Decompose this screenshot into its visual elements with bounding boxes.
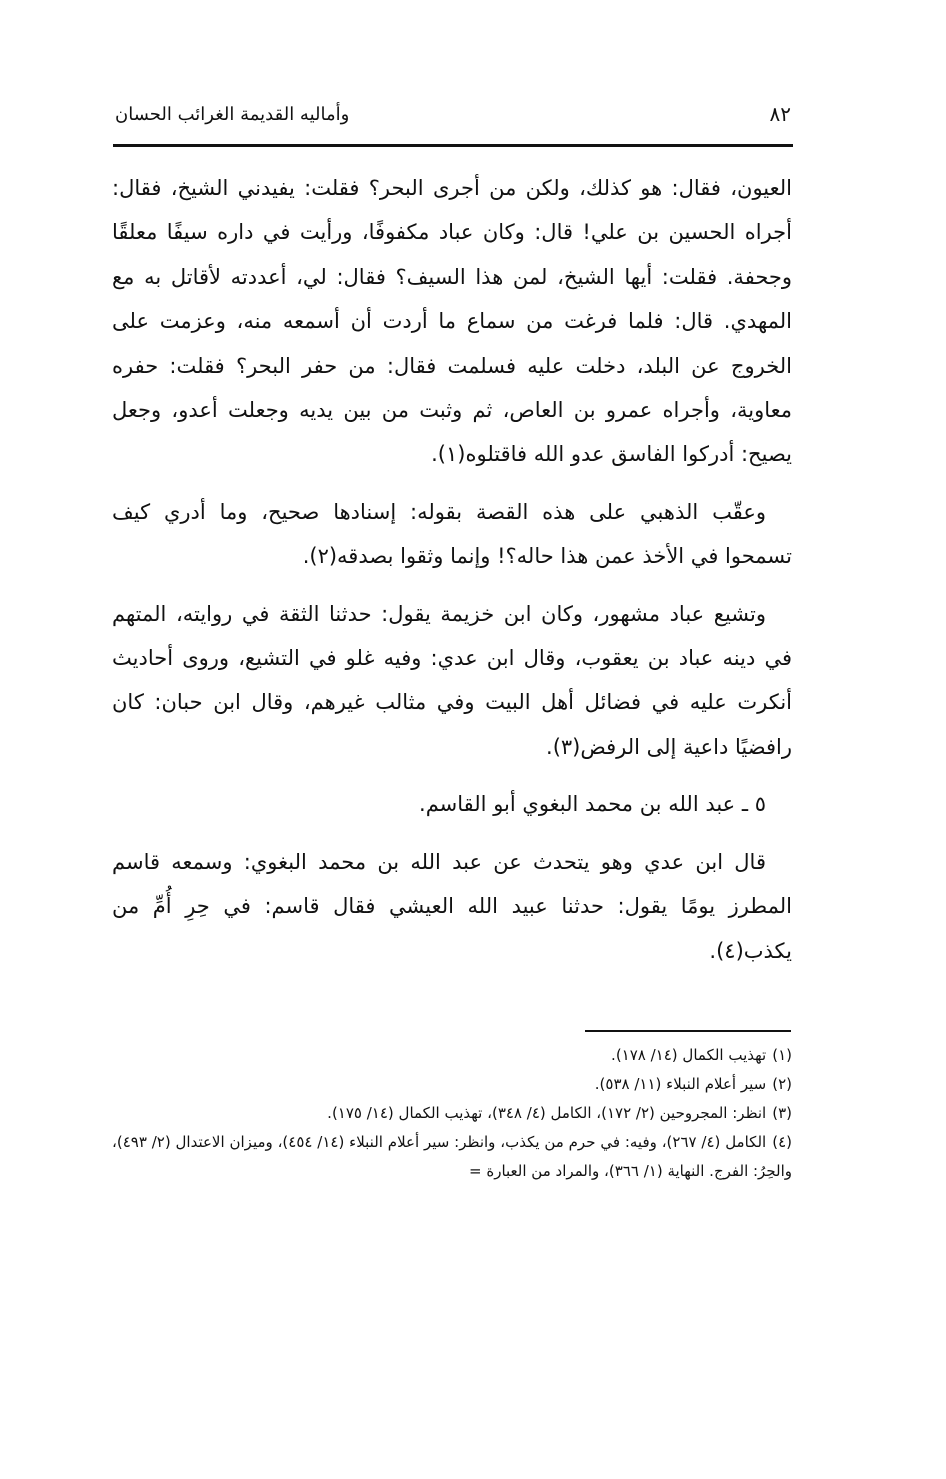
- paragraph-dhahabi-comment: وعقّب الذهبي على هذه القصة بقوله: إسنادها صحيح، وما أدري كيف تسمحوا في الأخذ عمن هذا حاله؟! وإنما وثقوا بصدقه(٢).: [112, 499, 792, 569]
- paragraph-continued: العيون، فقال: هو كذلك، ولكن من أجرى البحر؟ فقلت: يفيدني الشيخ، فقال: أجراه الحسين بن علي! قال: وكان عباد مكفوفًا، ورأيت في داره سيفًا معلقًا وجحفة. فقلت: أيها الشيخ، لمن هذا السيف؟ فقال: لي، أعددته لأقاتل به مع المهدي. قال: فلما فرغت من سماع ما أردت أن أسمعه منه، وعزمت على الخروج عن البلد، دخلت عليه فسلمت فقال: من حفر البحر؟ فقلت: حفره معاوية، وأجراه عمرو بن العاص، ثم وثبت من بين يديه وجعلت أعدو، وجعل يصيح: أدركوا الفاسق عدو الله فاقتلوه(١).: [112, 176, 792, 467]
- page-number: ٨٢: [769, 102, 791, 126]
- footnote-text: الكامل (٤/ ٢٦٧)، وفيه: في حرم من يكذب، وانظر: سير أعلام النبلاء (١٤/ ٤٥٤)، وميزان الاعتدال (٢/ ٤٩٣)، والحِرُ: الفرج. النهاية (١/ ٣٦٦)، والمراد من العبارة =: [112, 1133, 792, 1180]
- footnote-text: تهذيب الكمال (١٤/ ١٧٨).: [611, 1046, 767, 1064]
- footnote-separator: [585, 1030, 791, 1032]
- footnote: [112, 1041, 792, 1070]
- numbered-item-heading: ٥ ـ عبد الله بن محمد البغوي أبو القاسم.: [419, 792, 766, 817]
- footnote-text: انظر: المجروحين (٢/ ١٧٢)، الكامل (٤/ ٣٤٨)، تهذيب الكمال (١٤/ ١٧٥).: [327, 1104, 767, 1122]
- footnote: [112, 1070, 792, 1099]
- footnote-number: (٤): [772, 1133, 792, 1151]
- footnote-text: سير أعلام النبلاء (١١/ ٥٣٨).: [594, 1075, 767, 1093]
- running-title: وأماليه القديمة الغرائب الحسان: [115, 104, 350, 125]
- footnote-number: (٢): [772, 1075, 792, 1093]
- paragraph-ibn-adi: قال ابن عدي وهو يتحدث عن عبد الله بن محمد البغوي: وسمعه قاسم المطرز يومًا يقول: حدثنا عبيد الله العيشي فقال قاسم: في حِرِ أُمِّ من يكذب(٤).: [112, 849, 792, 963]
- footnote: [112, 1099, 792, 1128]
- header-rule: [113, 144, 793, 147]
- running-header: [115, 100, 791, 140]
- footnote: [112, 1128, 792, 1186]
- main-text: [112, 166, 792, 986]
- footnote-number: (١): [772, 1046, 792, 1064]
- footnote-number: (٣): [772, 1104, 792, 1122]
- footnotes: [112, 1041, 792, 1186]
- paragraph-abbad-tashayyu: وتشيع عباد مشهور، وكان ابن خزيمة يقول: حدثنا الثقة في روايته، المتهم في دينه عباد بن يعقوب، وقال ابن عدي: وفيه غلو في التشيع، وروى أحاديث أنكرت عليه في فضائل أهل البيت وفي مثالب غيرهم، وقال ابن حبان: كان رافضيًا داعية إلى الرفض(٣).: [112, 601, 792, 759]
